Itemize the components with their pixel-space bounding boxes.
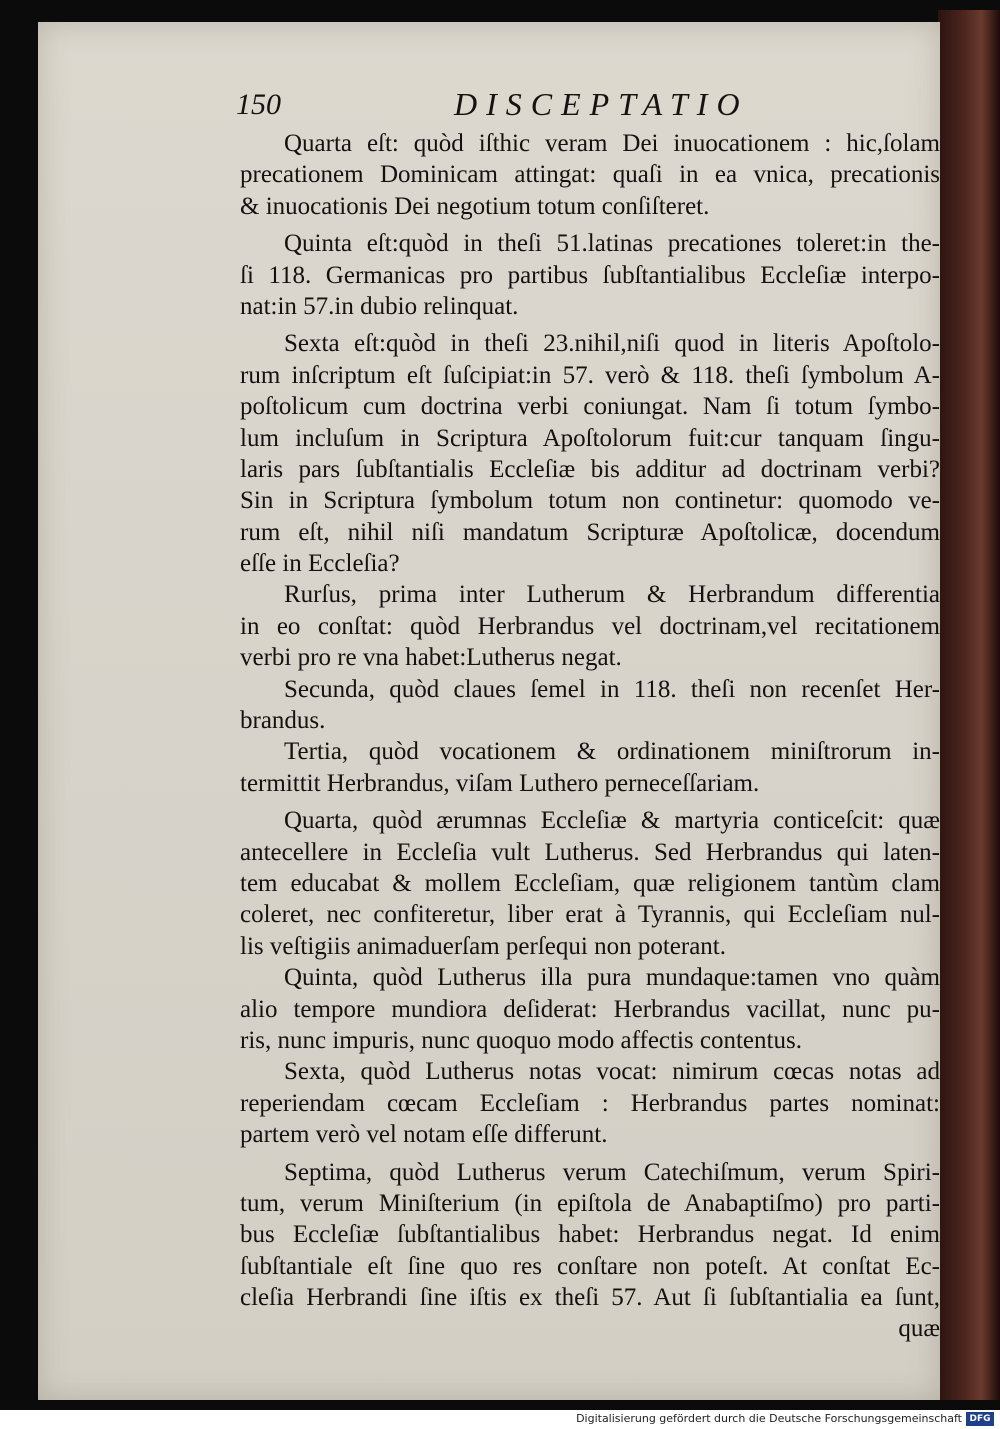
text-line: Rurſus, prima inter Lutherum & Herbrandum differentia — [284, 581, 940, 609]
text-line: nat:in 57.in dubio relinquat. — [240, 292, 519, 320]
text-line: tum, verum Miniſterium (in epiſtola de Anabaptiſmo) pro parti- — [240, 1189, 940, 1217]
text-line: bus Eccleſiæ ſubſtantialibus habet: Herbrandus negat. Id enim — [240, 1221, 940, 1249]
text-line: Sin in Scriptura ſymbolum totum non continetur: quomodo ve- — [240, 487, 940, 515]
page-number: 150 — [236, 88, 281, 121]
text-line: lis veſtigiis animaduerſam perſequi non poterant. — [240, 932, 726, 960]
text-line: Tertia, quòd vocationem & ordinationem miniſtrorum in- — [284, 738, 940, 766]
text-line: cleſia Herbrandi ſine iſtis ex theſi 57. Aut ſi ſubſtantialia ea ſunt, — [240, 1284, 940, 1312]
footer-bar — [0, 1410, 1000, 1429]
text-line: coleret, nec confiteretur, liber erat à Tyrannis, qui Eccleſiam nul- — [240, 901, 940, 929]
text-line: laris pars ſubſtantialis Eccleſiæ bis additur ad doctrinam verbi? — [240, 455, 940, 483]
text-line: rum eſt, nihil niſi mandatum Scripturæ Apoſtolicæ, docendum — [240, 518, 940, 546]
running-head — [236, 88, 936, 128]
text-line: Quinta eſt:quòd in theſi 51.latinas precationes toleret:in the- — [284, 230, 940, 258]
text-line: ſi 118. Germanicas pro partibus ſubſtantialibus Eccleſiæ interpo- — [240, 261, 940, 289]
text-line: poſtolicum cum doctrina verbi coniungat. Nam ſi totum ſymbo- — [240, 393, 940, 421]
text-line: ſubſtantiale eſt ſine quo res conſtare non poteſt. At conſtat Ec- — [240, 1252, 940, 1280]
book-edge — [938, 10, 1000, 1400]
text-line: alio tempore mundiora deſiderat: Herbrandus vacillat, nunc pu- — [240, 995, 940, 1023]
text-line: termittit Herbrandus, viſam Luthero perneceſſariam. — [240, 769, 760, 797]
funding-credit: Digitalisierung gefördert durch die Deutsche Forschungsgemeinschaft — [576, 1412, 962, 1425]
text-line: Sexta eſt:quòd in theſi 23.nihil,niſi quod in literis Apoſtolo- — [284, 330, 940, 358]
text-line: precationem Dominicam attingat: quaſi in ea vnica, precationis — [240, 161, 940, 189]
text-line: partem verò vel notam eſſe differunt. — [240, 1121, 608, 1149]
text-line: antecellere in Eccleſia vult Lutherus. Sed Herbrandus qui laten- — [240, 838, 940, 866]
text-line: Sexta, quòd Lutherus notas vocat: nimirum cœcas notas ad — [284, 1058, 940, 1086]
text-line: lum incluſum in Scriptura Apoſtolorum fuit:cur tanquam ſingu- — [240, 424, 940, 452]
catchword: quæ — [898, 1315, 940, 1343]
text-line: & inuocationis Dei negotium totum conſiſteret. — [240, 192, 710, 220]
running-title: DISCEPTATIO — [454, 86, 749, 122]
text-line: rum inſcriptum eſt ſuſcipiat:in 57. verò & 118. theſi ſymbolum A- — [240, 361, 940, 389]
body-text — [240, 128, 940, 1345]
text-line: Quinta, quòd Lutherus illa pura mundaque:tamen vno quàm — [284, 964, 940, 992]
text-line: Septima, quòd Lutherus verum Catechiſmum, verum Spiri- — [284, 1158, 940, 1186]
text-line: reperiendam cœcam Eccleſiam : Herbrandus partes nominat: — [240, 1089, 940, 1117]
text-line: eſſe in Eccleſia? — [240, 550, 400, 578]
text-line: ris, nunc impuris, nunc quoquo modo affectis contentus. — [240, 1026, 802, 1054]
text-line: Quarta, quòd ærumnas Eccleſiæ & martyria conticeſcit: quæ — [284, 807, 940, 835]
text-line: brandus. — [240, 707, 326, 735]
text-line: verbi pro re vna habet:Lutherus negat. — [240, 644, 622, 672]
text-line: in eo conſtat: quòd Herbrandus vel doctrinam,vel recitationem — [240, 612, 940, 640]
text-line: Secunda, quòd claues ſemel in 118. theſi non recenſet Her- — [284, 675, 940, 703]
dfg-logo-icon: DFG — [966, 1412, 994, 1426]
text-line: Quarta eſt: quòd iſthic veram Dei inuocationem : hic,ſolam — [284, 130, 940, 157]
text-line: tem educabat & mollem Eccleſiam, quæ religionem tantùm clam — [240, 869, 940, 897]
